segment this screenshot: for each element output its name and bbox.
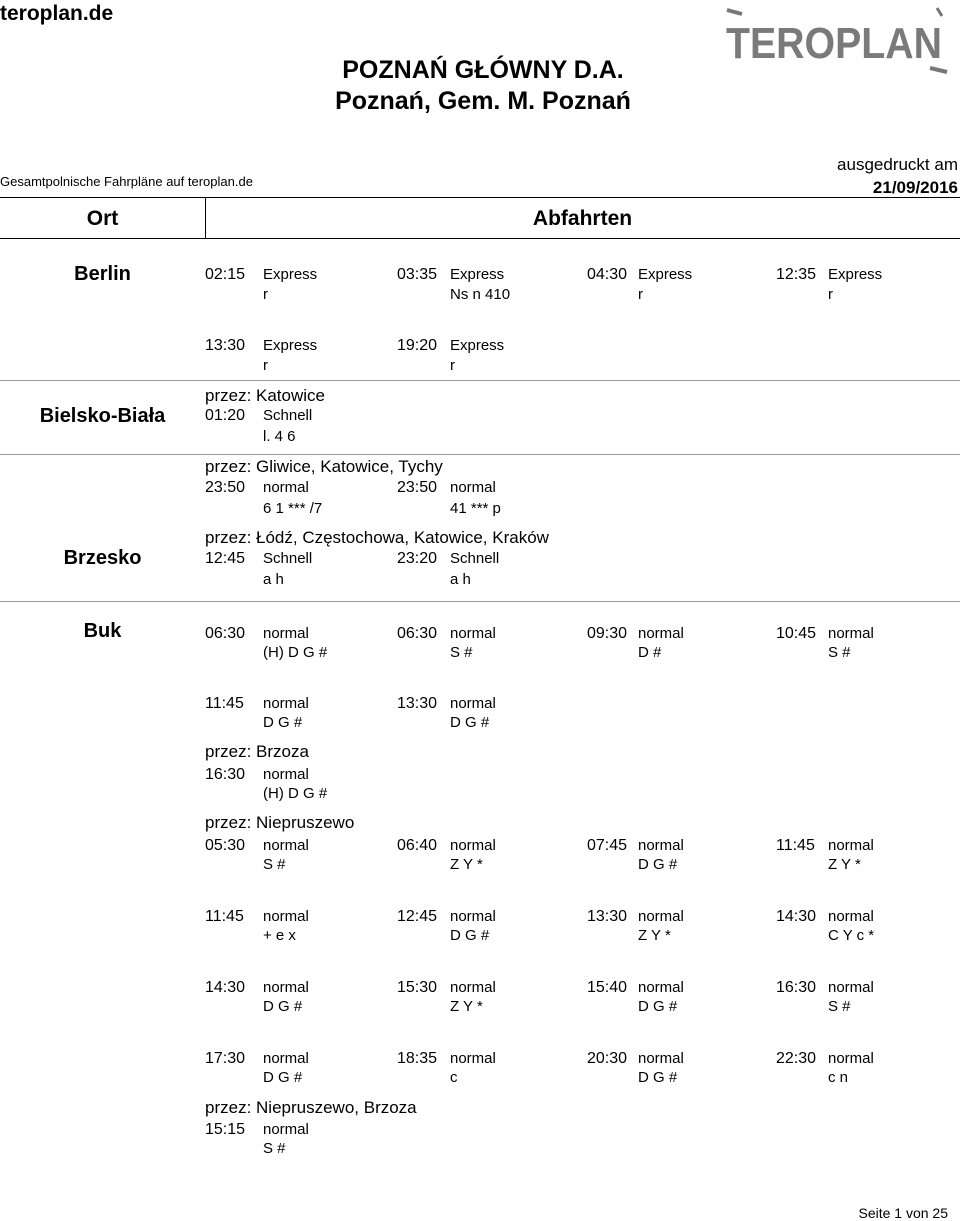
train-type: normal bbox=[263, 837, 309, 854]
via-route: przez: Łódź, Częstochowa, Katowice, Kraków bbox=[205, 528, 549, 547]
departure-time: 03:35 bbox=[397, 266, 438, 283]
page-title: POZNAŃ GŁÓWNY D.A. bbox=[342, 56, 624, 84]
service-notes: Z Y * bbox=[638, 927, 671, 944]
service-notes: Ns n 410 bbox=[450, 286, 511, 303]
service-notes: (H) D G # bbox=[263, 785, 328, 802]
train-type: normal bbox=[263, 766, 309, 783]
city-buk: Buk bbox=[83, 620, 122, 642]
train-type: normal bbox=[638, 908, 684, 925]
printed-label: ausgedruckt am bbox=[837, 155, 958, 174]
service-notes: D G # bbox=[263, 714, 303, 731]
train-type: normal bbox=[263, 625, 309, 642]
departure-time: 13:30 bbox=[397, 695, 438, 712]
departure-time: 12:45 bbox=[205, 550, 246, 567]
service-notes: r bbox=[828, 286, 833, 303]
table-top-border bbox=[0, 197, 960, 198]
service-notes: D # bbox=[638, 644, 662, 661]
train-type: normal bbox=[450, 1050, 496, 1067]
train-type: normal bbox=[263, 695, 309, 712]
service-notes: Z Y * bbox=[450, 856, 483, 873]
service-notes: + e x bbox=[263, 927, 296, 944]
row-separator bbox=[0, 380, 960, 381]
service-notes: (H) D G # bbox=[263, 644, 328, 661]
departure-time: 15:30 bbox=[397, 979, 438, 996]
train-type: normal bbox=[638, 1050, 684, 1067]
row-separator bbox=[0, 454, 960, 455]
departure-time: 17:30 bbox=[205, 1050, 246, 1067]
departure-time: 06:30 bbox=[205, 625, 246, 642]
service-notes: 6 1 *** /7 bbox=[263, 500, 323, 517]
departure-time: 01:20 bbox=[205, 407, 246, 424]
train-type: normal bbox=[450, 625, 496, 642]
departure-time: 05:30 bbox=[205, 837, 246, 854]
departure-time: 07:45 bbox=[587, 837, 628, 854]
train-type: Express bbox=[450, 337, 505, 354]
departure-time: 15:15 bbox=[205, 1121, 246, 1138]
train-type: normal bbox=[828, 837, 874, 854]
service-notes: C Y c * bbox=[828, 927, 875, 944]
service-notes: S # bbox=[828, 998, 851, 1015]
departure-time: 20:30 bbox=[587, 1050, 628, 1067]
train-type: Express bbox=[263, 266, 318, 283]
departure-time: 23:50 bbox=[205, 479, 246, 496]
service-notes: l. 4 6 bbox=[263, 428, 296, 445]
departure-time: 11:45 bbox=[205, 908, 244, 925]
service-notes: c bbox=[450, 1069, 458, 1086]
city-brzesko: Brzesko bbox=[63, 547, 142, 569]
service-notes: D G # bbox=[638, 1069, 678, 1086]
departure-time: 14:30 bbox=[205, 979, 246, 996]
train-type: normal bbox=[263, 908, 309, 925]
teroplan-logo bbox=[722, 2, 952, 78]
train-type: Express bbox=[263, 337, 318, 354]
train-type: normal bbox=[638, 837, 684, 854]
train-type: Schnell bbox=[450, 550, 500, 567]
departure-time: 09:30 bbox=[587, 625, 628, 642]
train-type: normal bbox=[450, 837, 496, 854]
column-header-departures: Abfahrten bbox=[532, 207, 633, 230]
service-notes: D G # bbox=[450, 714, 490, 731]
train-type: normal bbox=[263, 1121, 309, 1138]
service-notes: r bbox=[263, 357, 268, 374]
departure-time: 18:35 bbox=[397, 1050, 438, 1067]
departure-time: 14:30 bbox=[776, 908, 817, 925]
via-route: przez: Brzoza bbox=[205, 742, 309, 761]
via-route: przez: Gliwice, Katowice, Tychy bbox=[205, 457, 443, 476]
service-notes: D G # bbox=[638, 998, 678, 1015]
train-type: normal bbox=[828, 625, 874, 642]
departure-time: 23:50 bbox=[397, 479, 438, 496]
table-header-border bbox=[0, 238, 960, 239]
departure-time: 11:45 bbox=[776, 837, 815, 854]
service-notes: Z Y * bbox=[450, 998, 483, 1015]
train-type: normal bbox=[450, 908, 496, 925]
departure-time: 10:45 bbox=[776, 625, 817, 642]
departure-time: 13:30 bbox=[205, 337, 246, 354]
train-type: Express bbox=[638, 266, 693, 283]
departure-time: 15:40 bbox=[587, 979, 628, 996]
train-type: normal bbox=[263, 979, 309, 996]
departure-time: 12:35 bbox=[776, 266, 817, 283]
train-type: normal bbox=[263, 1050, 309, 1067]
departure-time: 11:45 bbox=[205, 695, 244, 712]
departure-time: 19:20 bbox=[397, 337, 438, 354]
subtitle: Gesamtpolnische Fahrpläne auf teroplan.de bbox=[0, 174, 253, 189]
service-notes: D G # bbox=[638, 856, 678, 873]
departure-time: 16:30 bbox=[776, 979, 817, 996]
service-notes: 41 *** p bbox=[450, 500, 501, 517]
train-type: Schnell bbox=[263, 407, 313, 424]
column-header-place: Ort bbox=[86, 207, 119, 230]
via-route: przez: Katowice bbox=[205, 386, 325, 405]
via-route: przez: Niepruszewo, Brzoza bbox=[205, 1098, 417, 1117]
service-notes: S # bbox=[828, 644, 851, 661]
page-number: Seite 1 von 25 bbox=[858, 1205, 948, 1221]
city-berlin: Berlin bbox=[74, 263, 131, 285]
via-route: przez: Niepruszewo bbox=[205, 813, 355, 832]
train-type: normal bbox=[450, 979, 496, 996]
train-type: normal bbox=[450, 695, 496, 712]
printed-date: 21/09/2016 bbox=[872, 178, 958, 197]
departure-time: 04:30 bbox=[587, 266, 628, 283]
departure-time: 12:45 bbox=[397, 908, 438, 925]
service-notes: D G # bbox=[263, 1069, 303, 1086]
service-notes: Z Y * bbox=[828, 856, 861, 873]
service-notes: r bbox=[638, 286, 643, 303]
service-notes: a h bbox=[450, 571, 471, 588]
service-notes: S # bbox=[263, 856, 286, 873]
page-subtitle: Poznań, Gem. M. Poznań bbox=[335, 87, 631, 115]
departure-time: 23:20 bbox=[397, 550, 438, 567]
departure-time: 06:40 bbox=[397, 837, 438, 854]
site-name: teroplan.de bbox=[0, 2, 114, 25]
departure-time: 06:30 bbox=[397, 625, 438, 642]
train-type: normal bbox=[263, 479, 309, 496]
svg-text:TEROPLAN: TEROPLAN bbox=[726, 19, 942, 68]
train-type: normal bbox=[828, 979, 874, 996]
service-notes: a h bbox=[263, 571, 284, 588]
departure-time: 13:30 bbox=[587, 908, 628, 925]
service-notes: D G # bbox=[263, 998, 303, 1015]
train-type: Express bbox=[450, 266, 505, 283]
train-type: normal bbox=[638, 979, 684, 996]
city-bielsko-biala: Bielsko-Biała bbox=[39, 405, 166, 427]
row-separator bbox=[0, 601, 960, 602]
service-notes: S # bbox=[450, 644, 473, 661]
service-notes: D G # bbox=[450, 927, 490, 944]
train-type: Express bbox=[828, 266, 883, 283]
service-notes: r bbox=[263, 286, 268, 303]
departure-time: 16:30 bbox=[205, 766, 246, 783]
service-notes: S # bbox=[263, 1140, 286, 1157]
departure-time: 02:15 bbox=[205, 266, 246, 283]
train-type: normal bbox=[638, 625, 684, 642]
train-type: Schnell bbox=[263, 550, 313, 567]
departure-time: 22:30 bbox=[776, 1050, 817, 1067]
service-notes: r bbox=[450, 357, 455, 374]
train-type: normal bbox=[450, 479, 496, 496]
train-type: normal bbox=[828, 908, 874, 925]
train-type: normal bbox=[828, 1050, 874, 1067]
service-notes: c n bbox=[828, 1069, 849, 1086]
